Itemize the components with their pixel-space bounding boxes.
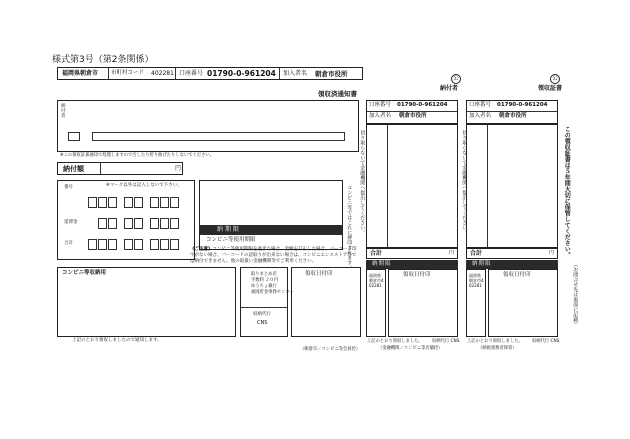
- slip2-subscriber-label: 加入者名: [369, 113, 392, 119]
- mark-note: ※マーク以外は記入しないで下さい。: [106, 183, 182, 188]
- zip-field: [68, 132, 80, 141]
- slip2-yen: 円: [449, 250, 455, 256]
- slip2-agent: 収納代行 CNS: [432, 339, 460, 344]
- total-label: 合計: [64, 241, 73, 246]
- slip3-header: [466, 100, 558, 124]
- slip3-due-bar: [466, 260, 558, 269]
- slip2-copy-owner: （金融機関／コンビニ等店舗控）: [378, 346, 443, 351]
- slip2-due-label: 納期限: [372, 261, 392, 267]
- slip2-due-bar: [366, 260, 458, 269]
- muni-code: 402281: [151, 70, 174, 77]
- slip3-footer-notice: 上記のとおり領収しました。: [467, 339, 523, 344]
- slip2-account-label: 口座番号: [369, 102, 392, 108]
- handling-line: 取りまとめ店: [251, 272, 277, 277]
- handling-box: [240, 267, 294, 337]
- slip2-account-number: 01790-0-961204: [397, 102, 448, 108]
- address-field: [92, 132, 345, 141]
- handling-line: ゆうちょ銀行: [251, 284, 277, 289]
- slip3-total-label: 合計: [470, 250, 483, 257]
- slip2-title: 納付者: [440, 85, 459, 92]
- due-bar: [199, 225, 343, 235]
- slip3-body: [466, 124, 558, 248]
- footer-notice: 上記のとおり領収しましたので通知します。: [72, 338, 162, 343]
- conv-receipt-label: コンビニ等収納用: [62, 270, 107, 276]
- breakdown-box: [57, 180, 195, 260]
- date-stamp-label: 領収日付印: [305, 271, 333, 277]
- slip3-date-stamp-box: [488, 269, 558, 337]
- receipt-title: 領収済通知書: [318, 90, 357, 98]
- conv-receipt-box: [57, 267, 236, 337]
- tear-note: 切り取らないで金融機関へ提出してください。: [359, 130, 366, 235]
- agent-label: 収納代行: [253, 312, 271, 317]
- copy-owner: （朝倉市／コンビニ等会員控）: [300, 347, 361, 352]
- slip3-copy-owner: （納税義務者保管）: [478, 346, 517, 351]
- agent-name: CNS: [257, 320, 268, 326]
- header-strip: [57, 67, 363, 80]
- tear-note: 切り取らないで金融機関へ提出してください。: [461, 130, 468, 235]
- arrears-label: 延滞金: [64, 220, 78, 225]
- date-stamp-box: [291, 267, 361, 337]
- due-label: 納期限: [217, 226, 242, 233]
- warning-note: ※この領収証兼通知で処理しますので汚したり折り曲げたりしないでください。: [60, 153, 214, 158]
- slip3-account-label: 口座番号: [469, 102, 492, 108]
- slip3-account-number: 01790-0-961204: [497, 102, 548, 108]
- slip3-total-row: [466, 248, 558, 259]
- account-label: 口座番号: [179, 70, 204, 77]
- account-number: 01790-0-961204: [207, 69, 276, 78]
- slip2-taxpayer-label: 福岡県朝倉市402281: [369, 273, 384, 288]
- slip3-subscriber-name: 朝倉市役所: [499, 113, 527, 119]
- payer-box: [57, 100, 359, 152]
- taxpayer-num-label: 番号: [64, 185, 73, 190]
- conv-due-label: コンビニ等使用期限: [206, 237, 256, 243]
- subscriber-name: 朝倉市役所: [315, 70, 348, 78]
- vertical-note: コンビニ等ではこれに押印されます。: [346, 185, 353, 270]
- slip2-body: [366, 124, 458, 248]
- handling-line: 手数料 ２０円: [251, 278, 279, 283]
- handling-line: 福岡貯金事務センター: [251, 290, 294, 295]
- side-note-main: この領収証書は５年間大切に保管してください。: [563, 126, 571, 258]
- caution-text: コンビニ等使用期限を過ぎた場合、金額を訂正した場合、バーコード印字がない場合、バーコードの読取りが出来ない場合は、コンビニエンスストア等では納付できません。他の取扱い金融機関等でご利用ください。: [190, 247, 357, 264]
- slip3-agent: 収納代行 CNS: [532, 339, 560, 344]
- payer-label: 納付者: [61, 104, 66, 119]
- slip3-yen: 円: [549, 250, 555, 256]
- amount-row: [57, 162, 183, 175]
- amount-label: 納付額: [63, 165, 84, 173]
- slip2-total-label: 合計: [370, 250, 383, 257]
- subscriber-label: 加入者名: [283, 70, 308, 77]
- side-note-sub: （お問合せ先は裏面に記載）: [572, 262, 579, 327]
- slip3-title: 領収証書: [538, 85, 563, 92]
- slip2-total-row: [366, 248, 458, 259]
- caution-block: [190, 247, 360, 265]
- seal-icon: 公: [452, 75, 459, 82]
- addressee: 福岡県朝倉市: [62, 70, 99, 77]
- slip3-taxpayer-label: 福岡県朝倉市402281: [469, 273, 484, 288]
- seal-icon: 公: [551, 75, 558, 82]
- slip2-date-stamp-label: 領収日付印: [403, 272, 431, 278]
- slip3-date-stamp-label: 領収日付印: [503, 272, 531, 278]
- form-title: 様式第3号（第2条関係）: [52, 55, 154, 65]
- muni-code-label: 市町村コード: [111, 70, 145, 76]
- amount-yen: 円: [175, 165, 182, 172]
- slip2-subscriber-name: 朝倉市役所: [399, 113, 427, 119]
- slip3-due-label: 納期限: [472, 261, 492, 267]
- slip2-date-stamp-box: [388, 269, 458, 337]
- slip3-taxpayer-box: [466, 269, 486, 337]
- slip2-footer-notice: 上記のとおり領収しました。: [367, 339, 423, 344]
- caution-label: 《ご注意》: [190, 247, 213, 252]
- slip3-subscriber-label: 加入者名: [469, 113, 492, 119]
- slip2-header: [366, 100, 458, 124]
- slip2-taxpayer-box: [366, 269, 386, 337]
